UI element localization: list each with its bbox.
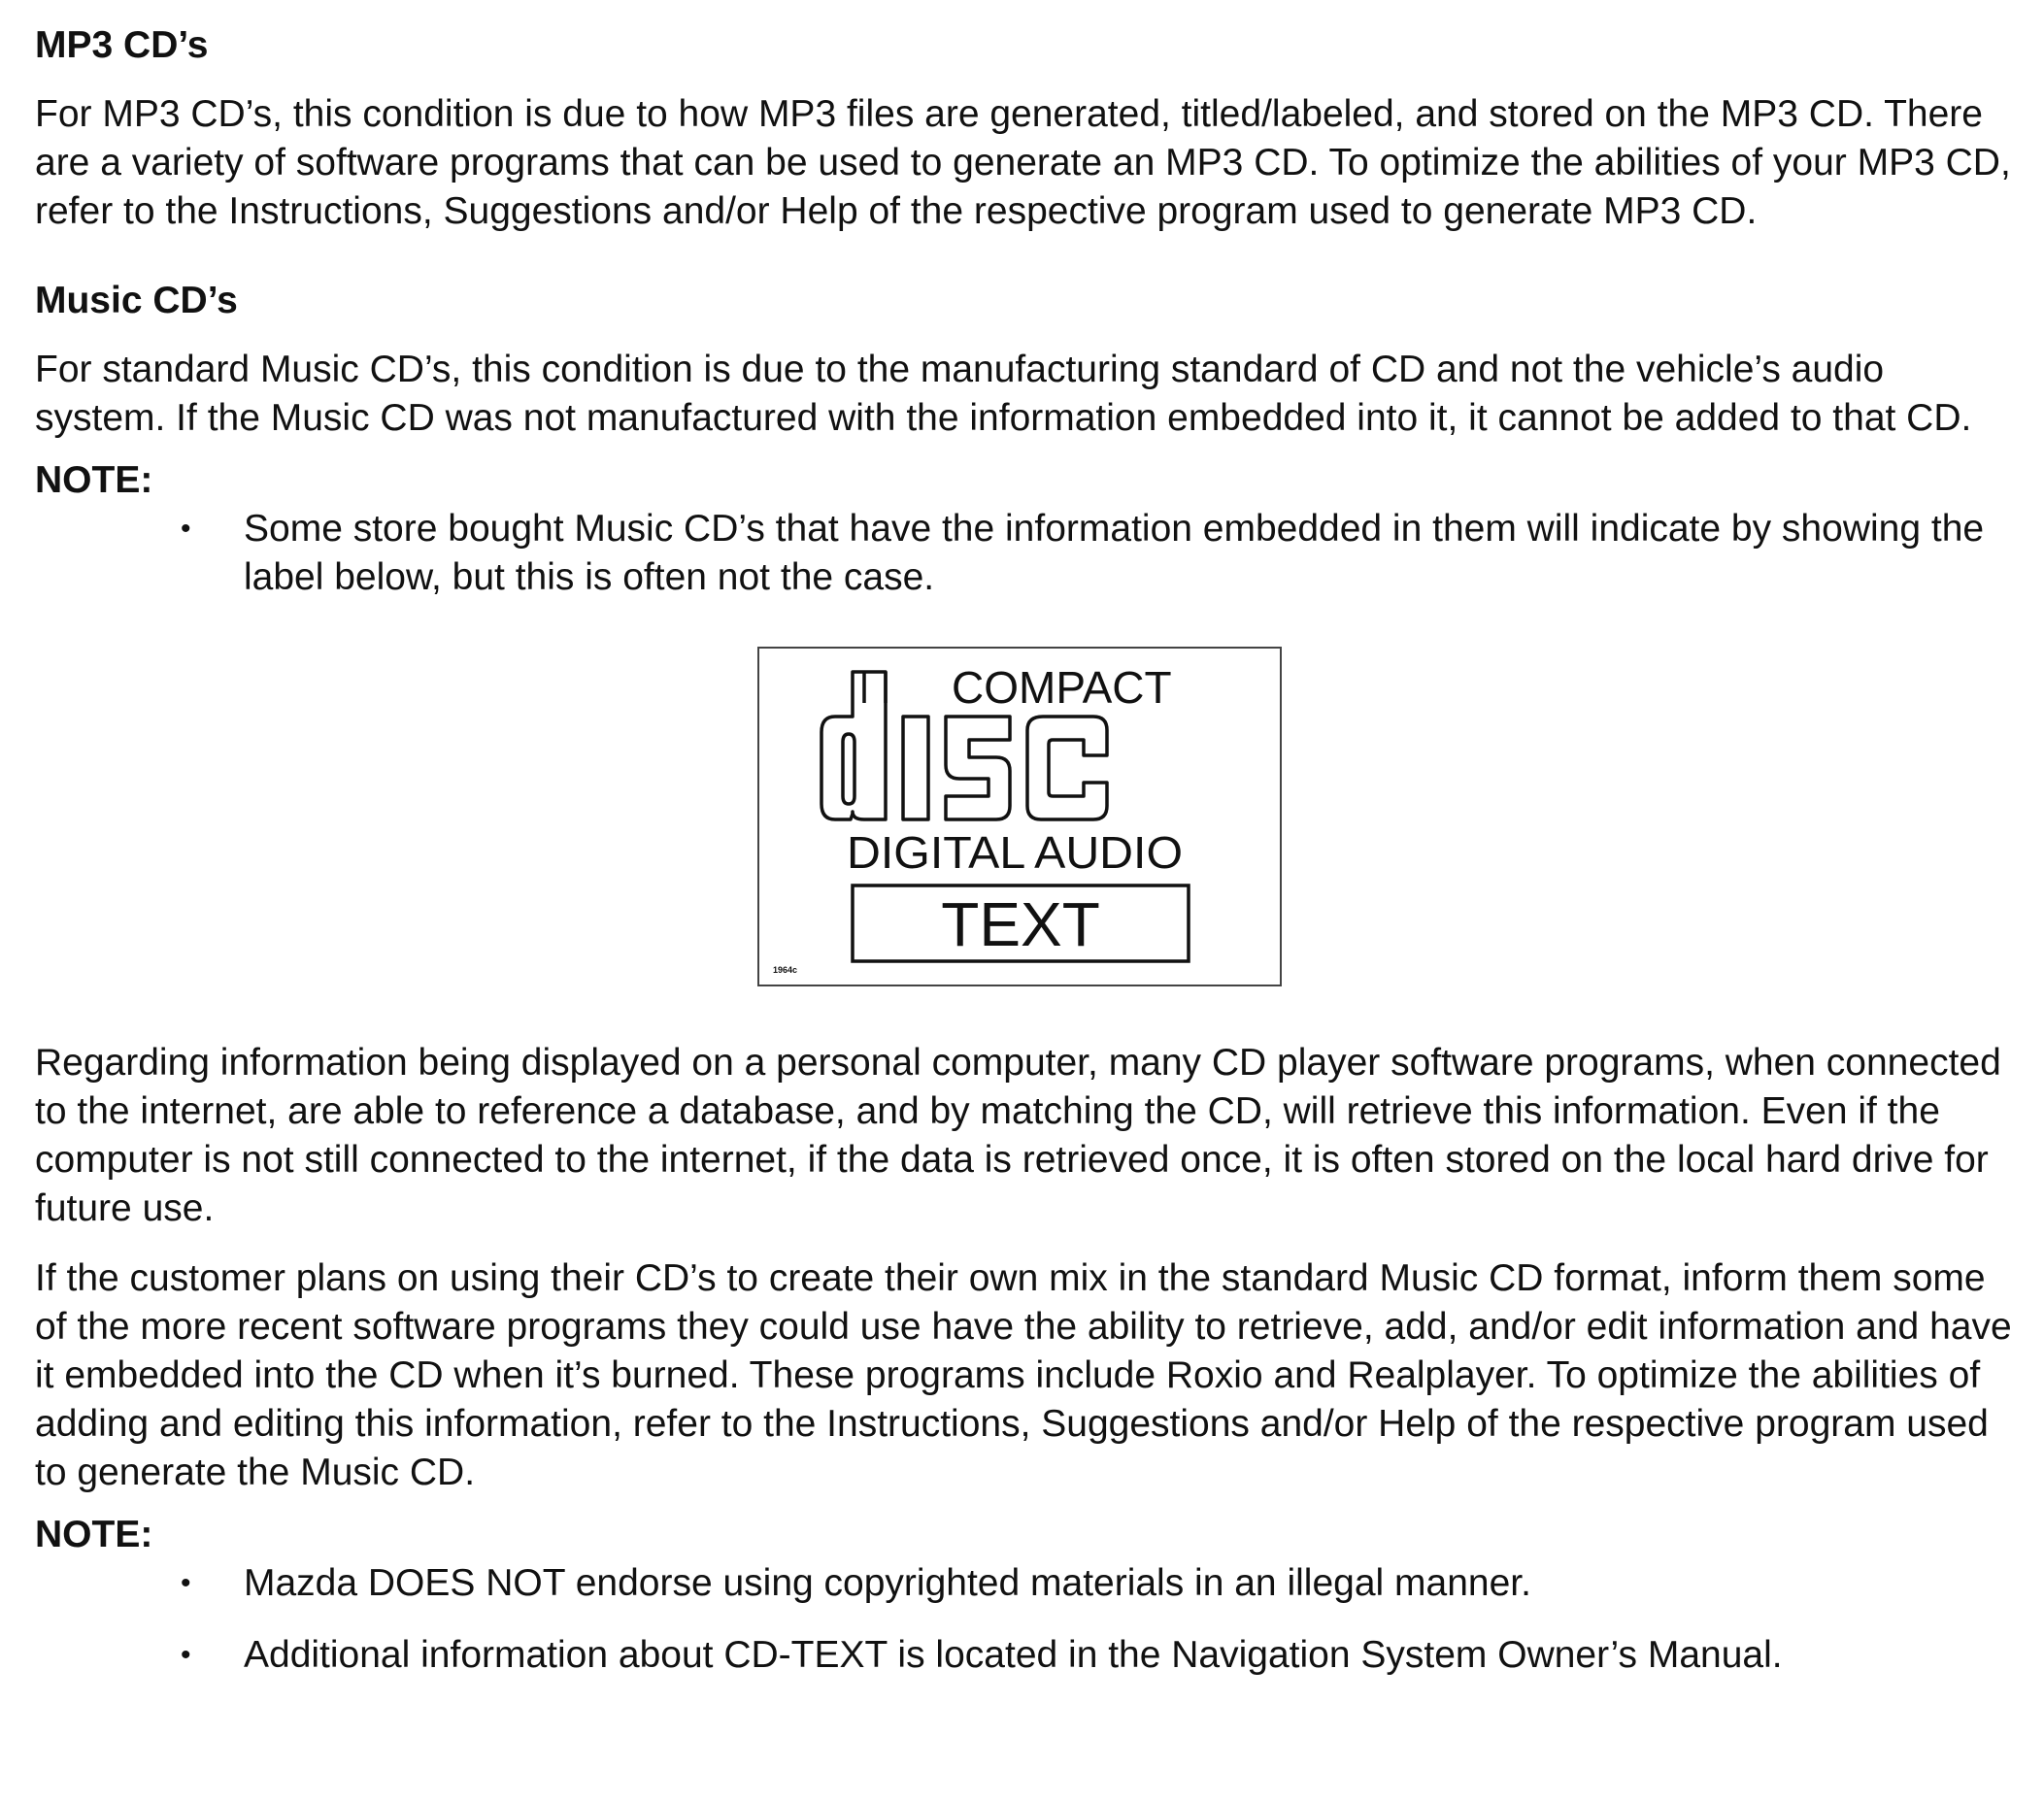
compact-disc-logo — [759, 649, 1280, 985]
note-item — [35, 1559, 2016, 1608]
document-page — [35, 23, 2016, 1680]
note-list — [35, 505, 2016, 602]
figure-code: 1964c — [773, 964, 798, 975]
note-item-text: Additional information about CD-TEXT is located in the Navigation System Owner’s Manual. — [244, 1633, 1783, 1676]
note-item — [35, 505, 2016, 602]
logo-letter-c — [1027, 717, 1107, 819]
mp3-heading: MP3 CD’s — [35, 24, 209, 66]
note-label-2: NOTE: — [35, 1513, 153, 1555]
note-item-text: Some store bought Music CD’s that have the information embedded in them will indicate by showing the label below, but this is often not the case. — [244, 507, 1985, 598]
compact-disc-logo-figure — [757, 647, 1282, 986]
bullet-icon: • — [181, 512, 191, 545]
logo-letter-d — [821, 672, 886, 819]
bullet-icon: • — [181, 1638, 191, 1671]
logo-letter-s — [946, 717, 1010, 819]
logo-compact-text: COMPACT — [952, 661, 1172, 713]
note-list-2 — [35, 1559, 2016, 1680]
mp3-paragraph: For MP3 CD’s, this condition is due to how MP3 files are generated, titled/labeled, and stored on the MP3 CD. There are a variety of software programs that can be used to generate an MP3 CD. To optimize the abilities of your MP3 CD, refer to the Instructions, Suggestions and/or Help of the respective program used to generate MP3 CD. — [35, 92, 2011, 232]
music-paragraph: For standard Music CD’s, this condition is due to the manufacturing standard of CD and not the vehicle’s audio system. If the Music CD was not manufactured with the information embedded into it, it cannot be added to that CD. — [35, 348, 1972, 439]
logo-bracket — [864, 672, 886, 703]
music-heading: Music CD’s — [35, 279, 238, 321]
closing-paragraph-1: Regarding information being displayed on a personal computer, many CD player software programs, when connected to the internet, are able to reference a database, and by matching the CD, will retrieve this information. Even if the computer is not still connected to the internet, if the data is retrieved once, it is often stored on the local hard drive for future use. — [35, 1041, 2001, 1229]
note-label: NOTE: — [35, 458, 153, 501]
logo-text-label: TEXT — [941, 888, 1100, 959]
note-item — [35, 1631, 2016, 1680]
bullet-icon: • — [181, 1566, 191, 1599]
closing-paragraph-2: If the customer plans on using their CD’s to create their own mix in the standard Music CD format, inform them some of the more recent software programs they could use have the ability to retrieve, add, and/or edit information and have it embedded into the CD when it’s burned. These programs include Roxio and Realplayer. To optimize the abilities of adding and editing this information, refer to the Instructions, Suggestions and/or Help of the respective program used to generate the Music CD. — [35, 1256, 2012, 1493]
logo-letter-i — [903, 717, 928, 819]
logo-digital-audio-text: DIGITAL AUDIO — [847, 826, 1183, 878]
note-item-text: Mazda DOES NOT endorse using copyrighted materials in an illegal manner. — [244, 1561, 1531, 1604]
